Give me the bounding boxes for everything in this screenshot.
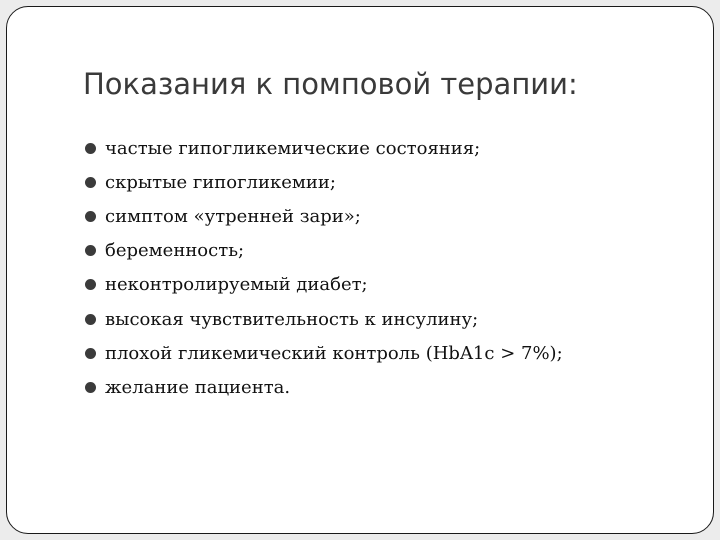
list-item-text: неконтролируемый диабет; xyxy=(105,274,368,296)
list-item-text: желание пациента. xyxy=(105,376,291,398)
slide-frame xyxy=(6,6,714,534)
bullet-icon xyxy=(85,314,96,325)
list-item-text: высокая чувствительность к инсулину; xyxy=(105,308,479,330)
list-item-text: скрытые гипогликемии; xyxy=(105,171,336,193)
slide-title: Показания к помповой терапии: xyxy=(83,67,578,101)
bullet-icon xyxy=(85,348,96,359)
bullet-icon xyxy=(85,211,96,222)
list-item-text: симптом «утренней зари»; xyxy=(105,205,361,227)
list-item-text: частые гипогликемические состояния; xyxy=(105,137,481,159)
bullet-icon xyxy=(85,279,96,290)
list-item xyxy=(85,234,563,268)
bullet-icon xyxy=(85,177,96,188)
list-item xyxy=(85,165,563,199)
list-item xyxy=(85,199,563,233)
bullet-icon xyxy=(85,382,96,393)
list-item xyxy=(85,336,563,370)
list-item xyxy=(85,302,563,336)
list-item-text: беременность; xyxy=(105,240,245,262)
bullet-icon xyxy=(85,245,96,256)
bullet-icon xyxy=(85,143,96,154)
bullet-list xyxy=(85,131,563,405)
list-item xyxy=(85,370,563,404)
list-item xyxy=(85,268,563,302)
list-item-text: плохой гликемический контроль (HbA1c > 7%); xyxy=(105,342,563,364)
list-item xyxy=(85,131,563,165)
